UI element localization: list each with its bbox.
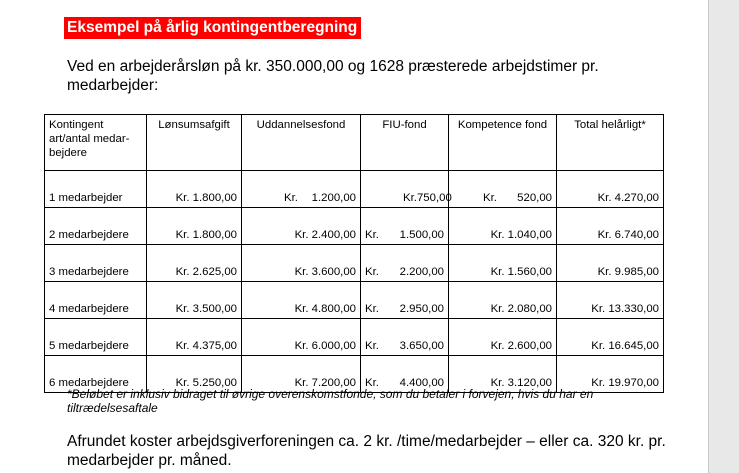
amount: 2.200,00	[399, 266, 444, 278]
table-header-row	[45, 115, 664, 171]
cell-total: Kr. 6.740,00	[557, 208, 664, 245]
currency-label: Kr.	[403, 192, 417, 204]
currency-label: Kr.	[365, 266, 379, 278]
amount: Kr. 3.120,00	[490, 377, 552, 389]
cell-competence-fund	[449, 319, 557, 356]
cell-fiu-fund	[361, 171, 452, 208]
cell-employee-count: 5 medarbejdere	[45, 319, 147, 356]
cell-payroll-tax: Kr. 5.250,00	[147, 356, 242, 393]
amount: Kr. 2.400,00	[294, 229, 356, 241]
currency-label: Kr.	[365, 377, 379, 389]
col-header-competence-fund: Kompetence fond	[449, 115, 557, 171]
cell-competence-fund	[449, 171, 557, 208]
currency-label: Kr.	[365, 340, 379, 352]
amount: Kr. 2.600,00	[490, 340, 552, 352]
col-header-education-fund: Uddannelsesfond	[242, 115, 361, 171]
cell-total: Kr. 19.970,00	[557, 356, 664, 393]
cell-payroll-tax: Kr. 1.800,00	[147, 208, 242, 245]
table-row	[45, 208, 664, 245]
amount: 2.950,00	[399, 303, 444, 315]
cell-competence-fund	[449, 282, 557, 319]
cell-competence-fund	[449, 208, 557, 245]
cell-education-fund	[242, 245, 361, 282]
amount: 520,00	[517, 192, 552, 204]
cell-payroll-tax: Kr. 4.375,00	[147, 319, 242, 356]
cell-education-fund	[242, 319, 361, 356]
cell-employee-count: 6 medarbejdere	[45, 356, 147, 393]
amount: 1.500,00	[399, 229, 444, 241]
table-row	[45, 282, 664, 319]
amount: Kr. 7.200,00	[294, 377, 356, 389]
cell-education-fund	[242, 282, 361, 319]
contribution-table	[44, 114, 664, 393]
amount: Kr. 4.800,00	[294, 303, 356, 315]
cell-total: Kr. 9.985,00	[557, 245, 664, 282]
intro-paragraph: Ved en arbejderårsløn på kr. 350.000,00 og 1628 præsterede arbejdstimer pr. medarbejder:	[67, 58, 599, 94]
cell-total: Kr. 16.645,00	[557, 319, 664, 356]
amount: Kr. 3.600,00	[294, 266, 356, 278]
amount: 3.650,00	[399, 340, 444, 352]
currency-label: Kr.	[365, 229, 379, 241]
amount: Kr. 1.040,00	[490, 229, 552, 241]
closing-paragraph: Afrundet koster arbejdsgiverforeningen ca. 2 kr. /time/medarbejder – eller ca. 320 kr. pr. medarbejder pr. måned.	[67, 433, 666, 469]
amount: 750,00	[416, 192, 452, 204]
amount: 4.400,00	[399, 377, 444, 389]
amount: 1.200,00	[311, 192, 356, 204]
table-row	[45, 319, 664, 356]
footnote: *Beløbet er inklusiv bidraget til øvrige overenskomstfonde, som du betaler i forvejen, hvis du har en tiltrædelsesaftale	[67, 387, 594, 415]
cell-fiu-fund	[361, 282, 449, 319]
cell-fiu-fund	[361, 319, 449, 356]
amount: Kr. 2.080,00	[490, 303, 552, 315]
cell-employee-count: 1 medarbejder	[45, 171, 147, 208]
col-header-fiu-fund: FIU-fond	[361, 115, 449, 171]
cell-total: Kr. 4.270,00	[557, 171, 664, 208]
col-header-contribution-type: Kontingent art/antal medar-bejdere	[45, 115, 147, 171]
cell-payroll-tax: Kr. 3.500,00	[147, 282, 242, 319]
currency-label: Kr.	[483, 192, 497, 204]
cell-education-fund	[242, 171, 361, 208]
currency-label: Kr.	[284, 192, 298, 204]
col-header-total: Total helårligt*	[557, 115, 664, 171]
table-row	[45, 171, 664, 208]
col-header-payroll-tax: Lønsumsafgift	[147, 115, 242, 171]
cell-competence-fund	[449, 245, 557, 282]
cell-payroll-tax: Kr. 1.800,00	[147, 171, 242, 208]
cell-payroll-tax: Kr. 2.625,00	[147, 245, 242, 282]
cell-employee-count: 3 medarbejdere	[45, 245, 147, 282]
currency-label: Kr.	[365, 303, 379, 315]
cell-employee-count: 4 medarbejdere	[45, 282, 147, 319]
cell-fiu-fund	[361, 208, 449, 245]
table-row	[45, 245, 664, 282]
cell-employee-count: 2 medarbejdere	[45, 208, 147, 245]
section-heading: Eksempel på årlig kontingentberegning	[64, 17, 361, 39]
amount: Kr. 6.000,00	[294, 340, 356, 352]
cell-total: Kr. 13.330,00	[557, 282, 664, 319]
cell-fiu-fund	[361, 245, 449, 282]
amount: Kr. 1.560,00	[490, 266, 552, 278]
cell-education-fund	[242, 208, 361, 245]
